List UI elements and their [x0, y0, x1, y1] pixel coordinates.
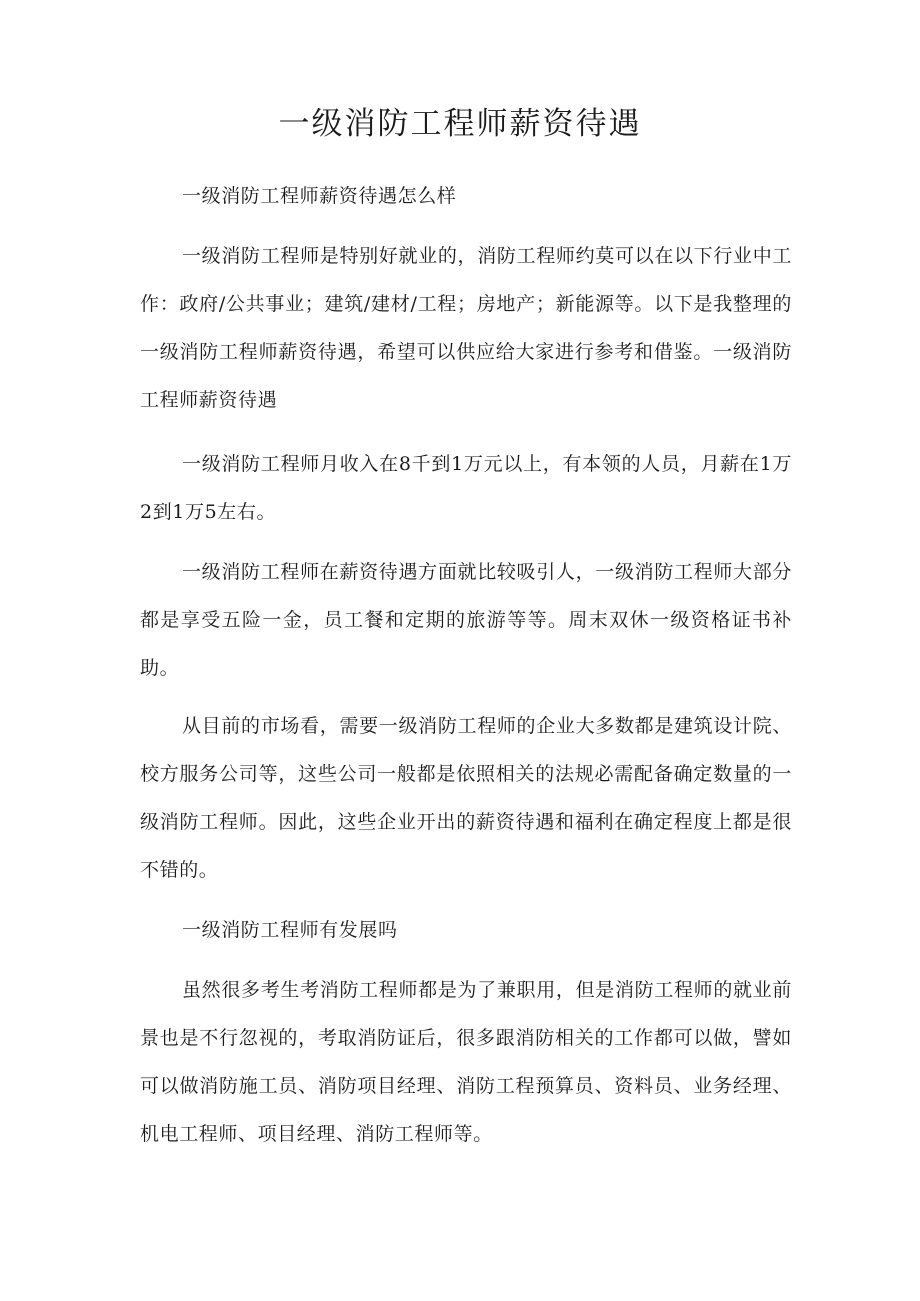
document-title: 一级消防工程师薪资待遇 [278, 106, 642, 142]
section-heading-salary: 一级消防工程师薪资待遇怎么样 [182, 185, 457, 207]
paragraph-market: 从目前的市场看，需要一级消防工程师的企业大多数都是建筑设计院、校方服务公司等，这些公司一般都是依照相关的法规必需配备确定数量的一级消防工程师。因此，这些企业开出的薪资待遇和福利在确定程度上都是很不错的。 [140, 715, 792, 881]
paragraph-career-prospects: 虽然很多考生考消防工程师都是为了兼职用，但是消防工程师的就业前景也是不行忽视的，考取消防证后，很多跟消防相关的工作都可以做，譬如可以做消防施工员、消防项目经理、消防工程预算员、资料员、业务经理、机电工程师、项目经理、消防工程师等。 [140, 979, 792, 1145]
section-heading-development: 一级消防工程师有发展吗 [182, 919, 398, 941]
paragraph-monthly-income: 一级消防工程师月收入在8千到1万元以上，有本领的人员，月薪在1万2到1万5左右。 [140, 453, 792, 523]
paragraph-intro: 一级消防工程师是特别好就业的，消防工程师约莫可以在以下行业中工作：政府/公共事业；建筑/建材/工程；房地产；新能源等。以下是我整理的一级消防工程师薪资待遇，希望可以供应给大家进行参考和借鉴。一级消防工程师薪资待遇 [140, 245, 792, 411]
paragraph-benefits: 一级消防工程师在薪资待遇方面就比较吸引人，一级消防工程师大部分都是享受五险一金，员工餐和定期的旅游等等。周末双休一级资格证书补助。 [140, 561, 792, 679]
